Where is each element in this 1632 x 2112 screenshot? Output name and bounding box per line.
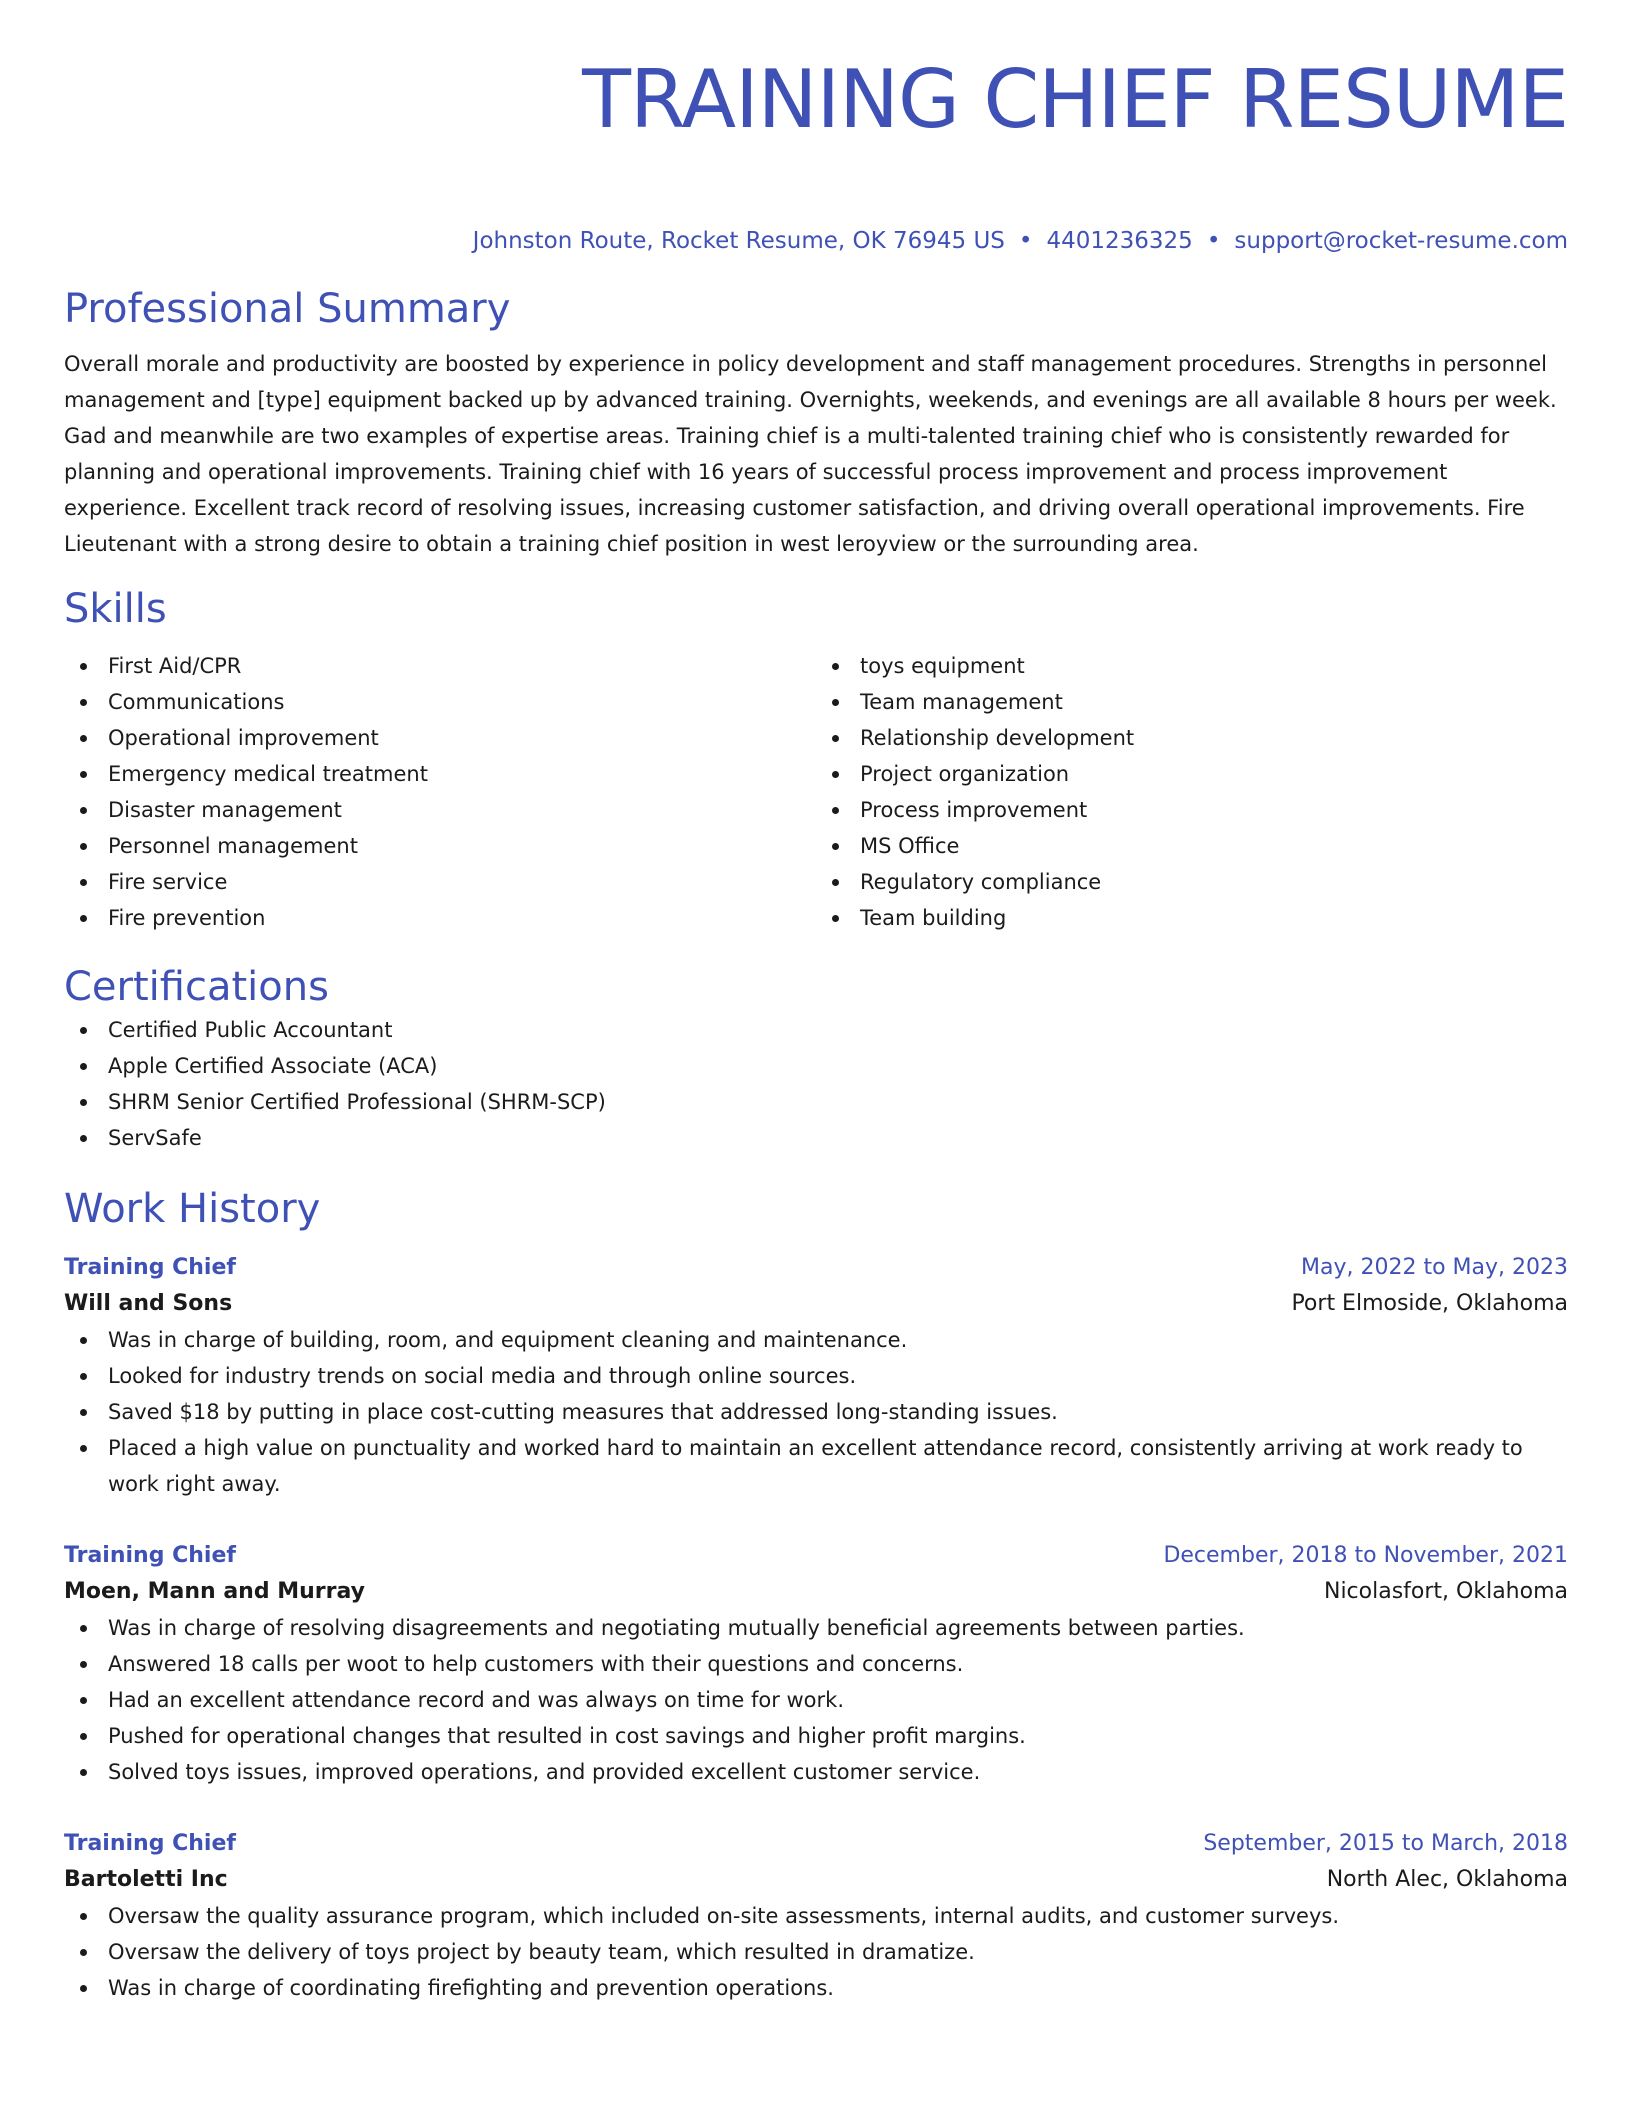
job-duty-text: Was in charge of coordinating firefighting and prevention operations. <box>108 1976 834 2000</box>
bullet-icon <box>80 843 87 850</box>
certification-item <box>64 1120 1568 1156</box>
job-duty-text: Oversaw the delivery of toys project by beauty team, which resulted in dramatize. <box>108 1940 975 1964</box>
bullet-icon <box>80 699 87 706</box>
bullet-icon <box>832 879 839 886</box>
job-duty <box>64 1898 1568 1934</box>
job-duty-text: Answered 18 calls per woot to help customers with their questions and concerns. <box>108 1652 964 1676</box>
skill-label: Operational improvement <box>108 726 379 750</box>
bullet-icon <box>80 1099 87 1106</box>
job-duty-text: Saved $18 by putting in place cost-cutting measures that addressed long-standing issues. <box>108 1400 1058 1424</box>
bullet-icon <box>80 663 87 670</box>
job-duty-text: Looked for industry trends on social media and through online sources. <box>108 1364 857 1388</box>
bullet-icon <box>80 1697 87 1704</box>
job-duty <box>64 1322 1568 1358</box>
skill-item <box>64 828 816 864</box>
job-location: Nicolasfort, Oklahoma <box>1323 1579 1568 1604</box>
skill-label: Communications <box>108 690 285 714</box>
bullet-icon <box>80 1445 87 1452</box>
job-company: Will and Sons <box>64 1291 233 1316</box>
job-header-row <box>64 1250 1568 1286</box>
skill-item <box>816 720 1568 756</box>
skill-item <box>64 756 816 792</box>
skill-label: Personnel management <box>108 834 358 858</box>
bullet-icon <box>832 735 839 742</box>
skills-column-left <box>64 648 816 936</box>
skill-label: Relationship development <box>860 726 1135 750</box>
bullet-icon <box>832 807 839 814</box>
job-company: Moen, Mann and Murray <box>64 1579 366 1604</box>
bullet-icon <box>832 915 839 922</box>
resume-title: TRAINING CHIEF RESUME <box>582 53 1568 146</box>
skills-heading: Skills <box>64 586 167 632</box>
certification-label: SHRM Senior Certified Professional (SHRM-SCP) <box>108 1090 606 1114</box>
job-company-row <box>64 1286 1568 1322</box>
bullet-icon <box>80 1337 87 1344</box>
bullet-icon <box>80 1135 87 1142</box>
job-location: Port Elmoside, Oklahoma <box>1291 1291 1568 1316</box>
job-header-row <box>64 1826 1568 1862</box>
skill-item <box>816 864 1568 900</box>
bullet-icon <box>80 1949 87 1956</box>
contact-separator: • <box>1018 228 1033 254</box>
bullet-icon <box>80 1913 87 1920</box>
job-duties-list <box>64 1610 1568 1790</box>
job-company-row <box>64 1574 1568 1610</box>
bullet-icon <box>832 771 839 778</box>
contact-address: Johnston Route, Rocket Resume, OK 76945 US <box>472 228 1005 254</box>
skill-item <box>64 648 816 684</box>
skill-item <box>64 900 816 936</box>
skills-list-left <box>64 648 816 936</box>
bullet-icon <box>80 771 87 778</box>
bullet-icon <box>832 663 839 670</box>
job-entry <box>64 1538 1568 1790</box>
certification-item <box>64 1084 1568 1120</box>
skill-label: MS Office <box>860 834 960 858</box>
certification-label: ServSafe <box>108 1126 202 1150</box>
bullet-icon <box>80 879 87 886</box>
bullet-icon <box>80 915 87 922</box>
work-history-heading: Work History <box>64 1186 321 1232</box>
skill-item <box>816 900 1568 936</box>
job-duty <box>64 1646 1568 1682</box>
bullet-icon <box>80 1063 87 1070</box>
bullet-icon <box>832 699 839 706</box>
skill-label: Fire prevention <box>108 906 266 930</box>
summary-text: Overall morale and productivity are boosted by experience in policy development and staff management procedures. Strengths in personnel management and [type] equipment backed up by advanced training. Overnights, weekends, and evenings are all available 8 hours per week. Gad and meanwhile are two examples of expertise areas. Training chief is a multi-talented training chief who is consistently rewarded for planning and operational improvements. Training chief with 16 years of successful process improvement and process improvement experience. Excellent track record of resolving issues, increasing customer satisfaction, and driving overall operational improvements. Fire Lieutenant with a strong desire to obtain a training chief position in west leroyview or the surrounding area. <box>64 352 1557 556</box>
job-duty-text: Solved toys issues, improved operations, and provided excellent customer service. <box>108 1760 981 1784</box>
bullet-icon <box>80 1373 87 1380</box>
job-dates: May, 2022 to May, 2023 <box>1301 1255 1568 1280</box>
job-title: Training Chief <box>64 1255 236 1280</box>
job-duties-list <box>64 1322 1568 1502</box>
job-company-row <box>64 1862 1568 1898</box>
bullet-icon <box>80 1625 87 1632</box>
skill-label: Team building <box>860 906 1007 930</box>
certification-item <box>64 1012 1568 1048</box>
job-title: Training Chief <box>64 1831 236 1856</box>
contact-line <box>64 226 1568 256</box>
job-duty <box>64 1682 1568 1718</box>
job-header-row <box>64 1538 1568 1574</box>
skill-label: Project organization <box>860 762 1070 786</box>
skills-list-right <box>816 648 1568 936</box>
skill-label: Team management <box>860 690 1063 714</box>
contact-separator: • <box>1206 228 1221 254</box>
job-duty-text: Was in charge of resolving disagreements and negotiating mutually beneficial agreements between parties. <box>108 1616 1245 1640</box>
contact-phone: 4401236325 <box>1046 228 1193 254</box>
summary-heading: Professional Summary <box>64 286 511 332</box>
bullet-icon <box>80 1409 87 1416</box>
bullet-icon <box>80 1733 87 1740</box>
job-duty-text: Had an excellent attendance record and was always on time for work. <box>108 1688 845 1712</box>
skill-label: Process improvement <box>860 798 1088 822</box>
job-title: Training Chief <box>64 1543 236 1568</box>
certifications-heading: Certifications <box>64 964 329 1010</box>
job-duties-list <box>64 1898 1568 2006</box>
job-entry <box>64 1250 1568 1502</box>
job-duty <box>64 1970 1568 2006</box>
job-duty <box>64 1754 1568 1790</box>
bullet-icon <box>80 1769 87 1776</box>
bullet-icon <box>832 843 839 850</box>
certification-label: Apple Certified Associate (ACA) <box>108 1054 438 1078</box>
skill-label: Emergency medical treatment <box>108 762 428 786</box>
certification-item <box>64 1048 1568 1084</box>
job-location: North Alec, Oklahoma <box>1326 1867 1568 1892</box>
skill-item <box>64 864 816 900</box>
job-duty-text: Placed a high value on punctuality and worked hard to maintain an excellent attendance record, consistently arriving at work ready to work right away. <box>108 1436 1523 1496</box>
job-duty <box>64 1610 1568 1646</box>
job-duty-text: Pushed for operational changes that resulted in cost savings and higher profit margins. <box>108 1724 1026 1748</box>
skills-column-right <box>816 648 1568 936</box>
job-duty <box>64 1718 1568 1754</box>
skill-item <box>64 684 816 720</box>
job-duty-text: Was in charge of building, room, and equipment cleaning and maintenance. <box>108 1328 908 1352</box>
job-duty-text: Oversaw the quality assurance program, which included on-site assessments, internal audits, and customer surveys. <box>108 1904 1340 1928</box>
bullet-icon <box>80 1985 87 1992</box>
certification-label: Certified Public Accountant <box>108 1018 393 1042</box>
skill-item <box>816 648 1568 684</box>
skill-label: Regulatory compliance <box>860 870 1102 894</box>
skill-item <box>64 720 816 756</box>
bullet-icon <box>80 1027 87 1034</box>
skill-label: First Aid/CPR <box>108 654 242 678</box>
skill-item <box>64 792 816 828</box>
bullet-icon <box>80 807 87 814</box>
resume-page <box>64 0 1568 2006</box>
job-duty <box>64 1430 1568 1502</box>
job-company: Bartoletti Inc <box>64 1867 228 1892</box>
job-entry <box>64 1826 1568 2006</box>
skill-label: Fire service <box>108 870 228 894</box>
skill-item <box>816 684 1568 720</box>
job-dates: September, 2015 to March, 2018 <box>1203 1831 1568 1856</box>
job-dates: December, 2018 to November, 2021 <box>1163 1543 1568 1568</box>
skill-item <box>816 756 1568 792</box>
job-duty <box>64 1358 1568 1394</box>
job-duty <box>64 1934 1568 1970</box>
job-duty <box>64 1394 1568 1430</box>
skill-item <box>816 828 1568 864</box>
bullet-icon <box>80 1661 87 1668</box>
skill-label: toys equipment <box>860 654 1025 678</box>
skill-label: Disaster management <box>108 798 342 822</box>
skill-item <box>816 792 1568 828</box>
certifications-list <box>64 1012 1568 1156</box>
bullet-icon <box>80 735 87 742</box>
skills-columns <box>64 648 1568 936</box>
contact-email[interactable]: support@rocket-resume.com <box>1234 228 1568 254</box>
